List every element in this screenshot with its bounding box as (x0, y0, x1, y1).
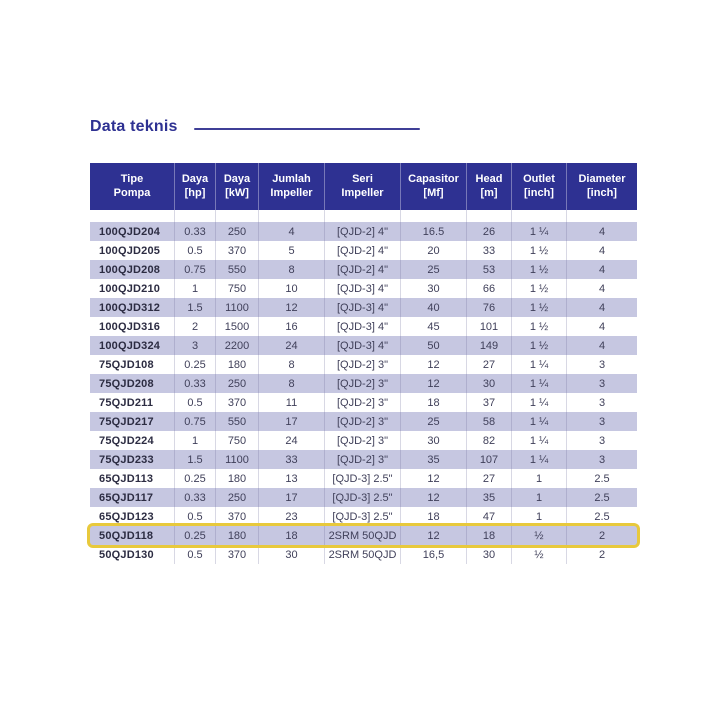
table-cell: 12 (401, 374, 467, 393)
spacer-cell (259, 210, 325, 222)
spacer-cell (175, 210, 216, 222)
table-row-50qjd118 (90, 526, 637, 545)
spacer-cell (467, 210, 512, 222)
table-cell: [QJD-3] 4" (325, 317, 401, 336)
table-cell: 750 (216, 279, 259, 298)
column-header-daya (175, 163, 216, 210)
title-block (90, 118, 420, 136)
pump-type-cell: 75QJD224 (90, 431, 175, 450)
table-cell: 18 (259, 526, 325, 545)
table-cell: [QJD-2] 3" (325, 355, 401, 374)
table-cell: 12 (401, 488, 467, 507)
pump-type-cell: 65QJD117 (90, 488, 175, 507)
table-cell: 35 (467, 488, 512, 507)
table-cell: 1 ¼ (512, 450, 567, 469)
table-cell: 4 (598, 339, 606, 352)
spacer-cell (512, 210, 567, 222)
table-cell: 4 (598, 320, 606, 333)
table-cell: 76 (467, 298, 512, 317)
table-cell: 53 (467, 260, 512, 279)
pump-type-cell: 65QJD113 (90, 469, 175, 488)
table-cell: 1 (175, 431, 216, 450)
table-cell: 30 (401, 279, 467, 298)
spacer-cell (325, 210, 401, 222)
table-cell: 2.5 (594, 491, 610, 504)
table-row-100qjd208 (90, 260, 637, 279)
table-cell: 37 (467, 393, 512, 412)
pump-type-cell: 100QJD210 (90, 279, 175, 298)
table-cell: [QJD-2] 3" (325, 374, 401, 393)
table-cell: 3 (598, 415, 606, 428)
table-cell: 250 (216, 488, 259, 507)
column-header-line1: Head (475, 173, 503, 185)
table-cell: 18 (401, 393, 467, 412)
table-cell: 24 (259, 336, 325, 355)
table-cell: 45 (401, 317, 467, 336)
pump-type-cell: 100QJD205 (90, 241, 175, 260)
table-row-100qjd204 (90, 222, 637, 241)
table-cell: 1 ½ (512, 279, 567, 298)
table-cell: [QJD-2] 4" (325, 222, 401, 241)
table-cell: 20 (401, 241, 467, 260)
table-cell: 4 (598, 263, 606, 276)
table-cell: 16 (259, 317, 325, 336)
table-cell: 40 (401, 298, 467, 317)
column-header-line2: [hp] (184, 186, 206, 199)
column-header-capasitor (401, 163, 467, 210)
column-header-line2: [inch] (524, 186, 554, 199)
table-cell: 47 (467, 507, 512, 526)
table-cell: 2.5 (594, 472, 610, 485)
column-header-line2: [Mf] (423, 186, 444, 199)
pump-type-cell: 100QJD324 (90, 336, 175, 355)
table-cell: 1 ¼ (512, 222, 567, 241)
column-header-head (467, 163, 512, 210)
table-cell: 25 (401, 412, 467, 431)
table-cell: 0.25 (175, 469, 216, 488)
table-cell: 1 ½ (512, 336, 567, 355)
table-cell: 12 (259, 298, 325, 317)
table-cell: 1 ¼ (512, 412, 567, 431)
table-cell: 1.5 (175, 298, 216, 317)
table-cell: 0.25 (175, 355, 216, 374)
table-cell: 30 (259, 545, 325, 564)
table-cell: 33 (259, 450, 325, 469)
column-header-line1: Diameter (578, 173, 626, 185)
table-cell: 0.33 (175, 374, 216, 393)
table-cell: 0.25 (175, 526, 216, 545)
table-cell: 18 (401, 507, 467, 526)
pump-type-cell: 65QJD123 (90, 507, 175, 526)
column-header-line2: Impeller (341, 186, 384, 199)
table-cell: 12 (401, 469, 467, 488)
table-cell: [QJD-2] 3" (325, 450, 401, 469)
spacer-cell (567, 210, 637, 222)
table-cell: ½ (512, 526, 567, 545)
table-spacer-row (90, 210, 637, 222)
table-cell: 550 (216, 412, 259, 431)
table-cell: 8 (259, 355, 325, 374)
table-cell: 1100 (216, 450, 259, 469)
spacer-cell (90, 210, 175, 222)
table-cell: 0.75 (175, 260, 216, 279)
table-cell: 66 (467, 279, 512, 298)
table-cell: 1 (512, 488, 567, 507)
title-underline (194, 128, 420, 130)
table-cell: 2SRM 50QJD (325, 526, 401, 545)
table-cell: 1 ¼ (512, 431, 567, 450)
table-cell: 3 (598, 377, 606, 390)
table-cell: 0.5 (175, 545, 216, 564)
column-header-diameter (567, 163, 637, 210)
column-header-seri (325, 163, 401, 210)
column-header-line2: [kW] (225, 186, 249, 199)
table-row-65qjd123 (90, 507, 637, 526)
table-row-75qjd211 (90, 393, 637, 412)
table-cell: 12 (401, 526, 467, 545)
column-header-line1: Seri (352, 173, 373, 185)
table-cell: [QJD-2] 4" (325, 241, 401, 260)
table-cell: 101 (467, 317, 512, 336)
table-cell: 250 (216, 222, 259, 241)
column-header-daya (216, 163, 259, 210)
column-header-line2: Pompa (113, 186, 151, 199)
table-cell: 8 (259, 260, 325, 279)
pump-type-cell: 75QJD108 (90, 355, 175, 374)
table-row-75qjd217 (90, 412, 637, 431)
table-cell: 5 (259, 241, 325, 260)
table-cell: 1 ½ (512, 260, 567, 279)
table-row-100qjd324 (90, 336, 637, 355)
table-cell: 1 ½ (512, 298, 567, 317)
column-header-outlet (512, 163, 567, 210)
table-cell: 10 (259, 279, 325, 298)
pump-type-cell: 75QJD208 (90, 374, 175, 393)
table-cell: 82 (467, 431, 512, 450)
pump-type-cell: 50QJD130 (90, 545, 175, 564)
table-row-65qjd113 (90, 469, 637, 488)
table-row-100qjd312 (90, 298, 637, 317)
table-cell: 370 (216, 545, 259, 564)
table-cell: 4 (259, 222, 325, 241)
table-cell: 2 (598, 529, 606, 542)
table-cell: [QJD-3] 4" (325, 279, 401, 298)
pump-type-cell: 100QJD312 (90, 298, 175, 317)
table-row-100qjd316 (90, 317, 637, 336)
table-cell: [QJD-3] 2.5" (325, 507, 401, 526)
table-cell: 4 (598, 301, 606, 314)
table-cell: 25 (401, 260, 467, 279)
table-cell: 550 (216, 260, 259, 279)
table-row-65qjd117 (90, 488, 637, 507)
table-cell: 27 (467, 355, 512, 374)
table-cell: [QJD-3] 4" (325, 336, 401, 355)
table-row-100qjd205 (90, 241, 637, 260)
table-cell: [QJD-2] 4" (325, 260, 401, 279)
table-cell: 180 (216, 355, 259, 374)
table-cell: 3 (598, 453, 606, 466)
table-cell: 1 (512, 469, 567, 488)
table-cell: 30 (467, 374, 512, 393)
table-cell: 30 (467, 545, 512, 564)
table-row-50qjd130 (90, 545, 637, 564)
table-cell: 107 (467, 450, 512, 469)
table-row-75qjd224 (90, 431, 637, 450)
table-cell: 3 (598, 434, 606, 447)
column-header-line1: Jumlah (272, 173, 311, 185)
pump-type-cell: 50QJD118 (90, 526, 175, 545)
table-cell: 370 (216, 507, 259, 526)
table-cell: 35 (401, 450, 467, 469)
table-cell: 1100 (216, 298, 259, 317)
table-cell: 3 (175, 336, 216, 355)
table-cell: 33 (467, 241, 512, 260)
table-cell: 18 (467, 526, 512, 545)
table-cell: 2SRM 50QJD (325, 545, 401, 564)
table-cell: [QJD-3] 2.5" (325, 469, 401, 488)
column-header-line2: [inch] (587, 186, 617, 199)
table-cell: 250 (216, 374, 259, 393)
column-header-tipe (90, 163, 175, 210)
table-cell: 750 (216, 431, 259, 450)
table-cell: 50 (401, 336, 467, 355)
pump-type-cell: 75QJD233 (90, 450, 175, 469)
table-row-75qjd208 (90, 374, 637, 393)
table-cell: 370 (216, 393, 259, 412)
table-cell: 17 (259, 488, 325, 507)
table-cell: 0.33 (175, 222, 216, 241)
column-header-line1: Daya (223, 173, 251, 185)
table-cell: 370 (216, 241, 259, 260)
spacer-cell (216, 210, 259, 222)
table-cell: 8 (259, 374, 325, 393)
table-cell: 1 (512, 507, 567, 526)
table-cell: 1500 (216, 317, 259, 336)
table-cell: 180 (216, 526, 259, 545)
table-cell: 180 (216, 469, 259, 488)
column-header-line1: Tipe (120, 173, 144, 185)
pump-spec-table (90, 163, 637, 564)
table-cell: 3 (598, 358, 606, 371)
spacer-cell (401, 210, 467, 222)
table-cell: 1.5 (175, 450, 216, 469)
column-header-line1: Daya (181, 173, 209, 185)
table-cell: 1 ¼ (512, 355, 567, 374)
table-cell: 2.5 (594, 510, 610, 523)
column-header-jumlah (259, 163, 325, 210)
table-cell: 26 (467, 222, 512, 241)
column-header-line1: Outlet (523, 173, 555, 185)
table-cell: 1 ½ (512, 241, 567, 260)
table-cell: 4 (598, 225, 606, 238)
table-cell: 16.5 (401, 222, 467, 241)
pump-type-cell: 100QJD208 (90, 260, 175, 279)
table-cell: 0.5 (175, 393, 216, 412)
table-cell: 1 ½ (512, 317, 567, 336)
column-header-line1: Capasitor (408, 173, 459, 185)
table-cell: 0.5 (175, 241, 216, 260)
table-cell: [QJD-2] 3" (325, 431, 401, 450)
column-header-line2: Impeller (270, 186, 313, 199)
table-header-row (90, 163, 637, 210)
table-cell: 12 (401, 355, 467, 374)
table-cell: [QJD-3] 4" (325, 298, 401, 317)
table-cell: 2 (598, 548, 606, 561)
table-cell: [QJD-2] 3" (325, 412, 401, 431)
table-cell: 58 (467, 412, 512, 431)
table-cell: 23 (259, 507, 325, 526)
table-cell: 4 (598, 282, 606, 295)
pump-type-cell: 100QJD316 (90, 317, 175, 336)
table-cell: 30 (401, 431, 467, 450)
table-cell: 11 (259, 393, 325, 412)
table-cell: 0.5 (175, 507, 216, 526)
table-cell: ½ (512, 545, 567, 564)
table-cell: 2 (175, 317, 216, 336)
table-cell: 17 (259, 412, 325, 431)
table-cell: 27 (467, 469, 512, 488)
pump-type-cell: 100QJD204 (90, 222, 175, 241)
table-cell: 0.75 (175, 412, 216, 431)
table-cell: 24 (259, 431, 325, 450)
table-cell: 13 (259, 469, 325, 488)
pump-type-cell: 75QJD217 (90, 412, 175, 431)
table-cell: [QJD-2] 3" (325, 393, 401, 412)
table-cell: 4 (598, 244, 606, 257)
column-header-line2: [m] (480, 186, 498, 199)
table-row-75qjd108 (90, 355, 637, 374)
table-cell: 16,5 (401, 545, 467, 564)
table-row-100qjd210 (90, 279, 637, 298)
table-cell: [QJD-3] 2.5" (325, 488, 401, 507)
table-cell: 0.33 (175, 488, 216, 507)
pump-type-cell: 75QJD211 (90, 393, 175, 412)
table-cell: 1 ¼ (512, 393, 567, 412)
table-cell: 1 ¼ (512, 374, 567, 393)
table-cell: 2200 (216, 336, 259, 355)
table-row-75qjd233 (90, 450, 637, 469)
table-cell: 3 (598, 396, 606, 409)
table-cell: 149 (467, 336, 512, 355)
table-cell: 1 (175, 279, 216, 298)
page-title: Data teknis (90, 118, 178, 135)
